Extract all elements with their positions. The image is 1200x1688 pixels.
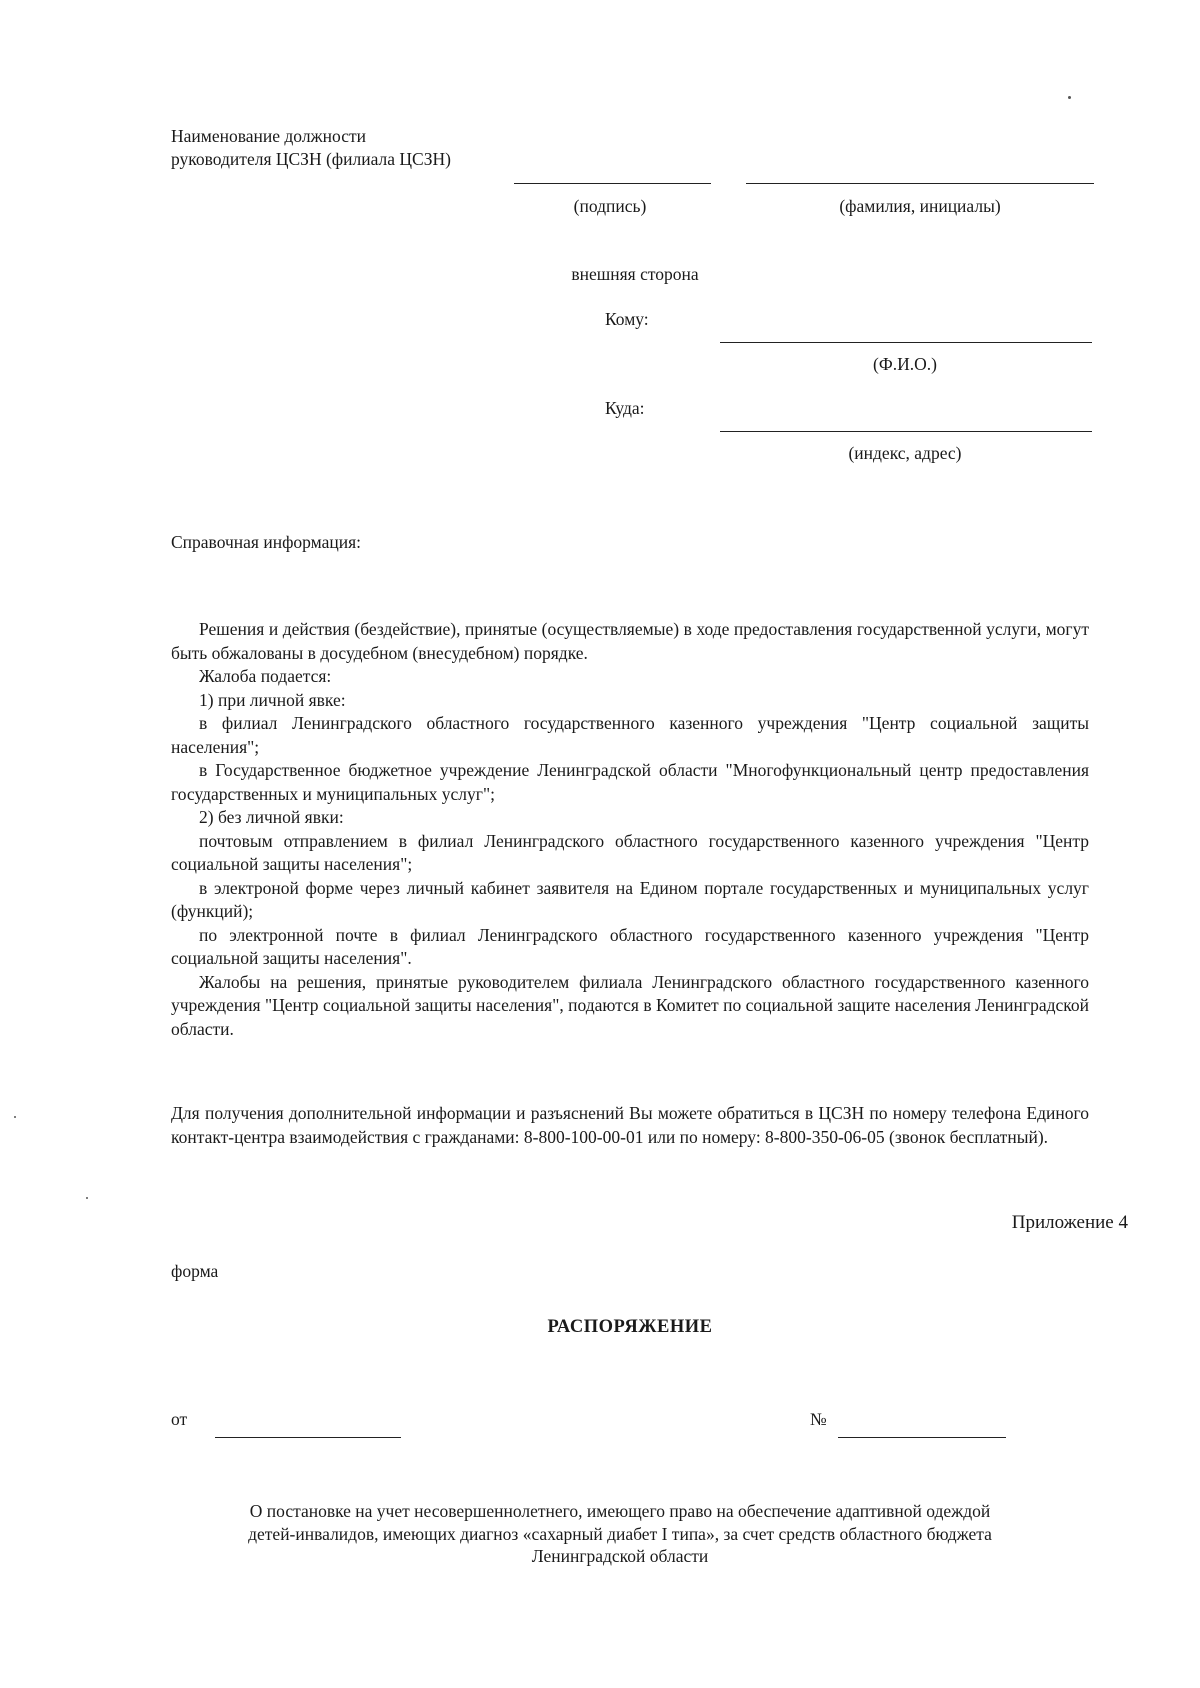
reference-paragraph-7: почтовым отправлением в филиал Ленинградского областного государственного казенного учреждения "Центр социальной защиты населения"; xyxy=(171,830,1089,874)
form-label: форма xyxy=(171,1261,219,1281)
reference-paragraph-1: Решения и действия (бездействие), принятые (осуществляемые) в ходе предоставления государственной услуги, могут быть обжалованы в досудебном (внесудебном) порядке. xyxy=(171,619,1089,663)
contact-info xyxy=(171,1102,1089,1149)
position-title-line2: руководителя ЦСЗН (филиала ЦСЗН) xyxy=(171,149,451,169)
order-subject-line1: О постановке на учет несовершеннолетнего, имеющего право на обеспечение адаптивной одеждой xyxy=(249,1501,991,1521)
reference-paragraph-5: в Государственное бюджетное учреждение Ленинградской области "Многофункциональный центр предоставления государственных и муниципальных услуг"; xyxy=(171,760,1089,804)
scan-speck xyxy=(1068,96,1071,99)
reference-paragraph-9: по электронной почте в филиал Ленинградского областного государственного казенного учреждения "Центр социальной защиты населения". xyxy=(171,924,1089,968)
reference-paragraph-4: в филиал Ленинградского областного государственного казенного учреждения "Центр социальной защиты населения"; xyxy=(171,713,1089,757)
scan-speck xyxy=(86,1197,88,1199)
reference-paragraph-10: Жалобы на решения, принятые руководителем филиала Ленинградского областного государственного казенного учреждения "Центр социальной защиты населения", подаются в Комитет по социальной защите населения Ленинградской области. xyxy=(171,971,1089,1039)
signature-line xyxy=(514,183,711,184)
position-title xyxy=(171,125,451,171)
reference-paragraph-8: в электроной форме через личный кабинет заявителя на Едином портале государственных и муниципальных услуг (функций); xyxy=(171,877,1089,921)
reference-paragraph-3: 1) при личной явке: xyxy=(199,689,346,710)
date-line xyxy=(215,1437,401,1438)
number-label: № xyxy=(810,1409,827,1429)
envelope-side-label: внешняя сторона xyxy=(571,264,699,284)
order-subject xyxy=(120,1500,1120,1568)
reference-paragraph-2: Жалоба подается: xyxy=(199,666,332,686)
reference-body xyxy=(171,618,1089,1041)
scan-speck xyxy=(14,1116,16,1118)
signature-caption: (подпись) xyxy=(573,196,647,216)
envelope-where-label: Куда: xyxy=(605,398,645,418)
envelope-where-line xyxy=(720,431,1092,432)
name-caption: (фамилия, инициалы) xyxy=(839,196,1001,216)
order-subject-line3: Ленинградской области xyxy=(531,1546,709,1566)
envelope-to-line xyxy=(720,342,1092,343)
number-line xyxy=(838,1437,1006,1438)
from-label: от xyxy=(171,1409,188,1429)
envelope-where-caption: (индекс, адрес) xyxy=(848,443,962,463)
contact-paragraph: Для получения дополнительной информации и разъяснений Вы можете обратиться в ЦСЗН по номеру телефона Единого контакт-центра взаимодействия с гражданами: 8-800-100-00-01 или по номеру: 8-800-350-06-05 (звонок бесплатный). xyxy=(171,1103,1089,1147)
order-subject-line2: детей-инвалидов, имеющих диагноз «сахарный диабет I типа», за счет средств областного бюджета xyxy=(248,1523,992,1544)
document-title: РАСПОРЯЖЕНИЕ xyxy=(547,1317,713,1337)
envelope-to-caption: (Ф.И.О.) xyxy=(873,354,937,374)
reference-title: Справочная информация: xyxy=(171,532,362,552)
name-line xyxy=(746,183,1094,184)
position-title-line1: Наименование должности xyxy=(171,126,366,146)
reference-paragraph-6: 2) без личной явки: xyxy=(199,807,344,827)
envelope-to-label: Кому: xyxy=(605,309,649,329)
appendix-label: Приложение 4 xyxy=(1011,1212,1128,1233)
